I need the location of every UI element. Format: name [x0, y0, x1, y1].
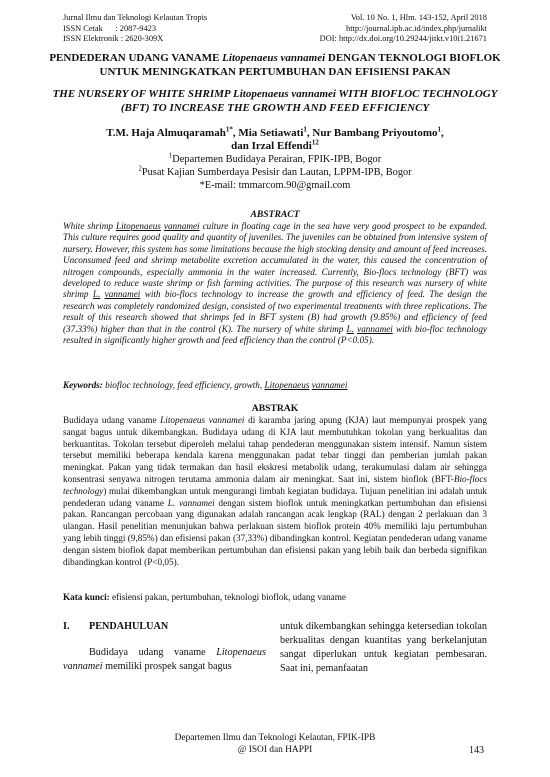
- left-column: [63, 620, 266, 674]
- right-column: untuk dikembangkan sehingga ketersedian tokolan berkualitas dengan kuantitas yang berkelanjutan sangat diperlukan untuk kegiatan pembesaran. Saat ini, pemanfaatan: [280, 621, 487, 674]
- journal-name: Jurnal Ilmu dan Teknologi Kelautan Tropis: [63, 13, 208, 22]
- corresponding-email[interactable]: *E-mail: tmmarcom.90@gmail.com: [199, 180, 351, 191]
- keywords-label: Keywords:: [63, 380, 103, 390]
- abstract-species-1a: Litopenaeus: [115, 221, 161, 231]
- abstract-species-3b: vannamei: [357, 323, 393, 334]
- abstrak-species-1: Litopenaeus vannamei: [160, 415, 245, 425]
- author-1: T.M. Haja Almuqaramah: [106, 127, 226, 139]
- abstract-s4: with bio-floc technology resulted in significantly higher growth and feed efficiency than the control (P<0.05).: [63, 323, 488, 346]
- intro-t1: Budidaya udang vaname: [89, 647, 217, 658]
- abstrak-heading: ABSTRAK: [251, 403, 299, 414]
- issn-electronic: ISSN Elektronik : 2620-309X: [63, 34, 164, 44]
- abstrak-t1: Budidaya udang vaname: [63, 415, 161, 425]
- affiliation-2-sup: 2: [138, 164, 142, 173]
- section-title: PENDAHULUAN: [89, 621, 169, 632]
- abstract-s3: with bio-flocs technology to increase the growth and efficiency of feed. The design the research was completely randomized design, consisted of two experimental treatments with three replications. The result of this research showed that shrimps fed in BFT system (B) had growth (9.85%) and efficiency of feed (37.33%) higher than that in the control (K). The nursery of white shrimp: [63, 289, 487, 334]
- affiliation-2: Pusat Kajian Sumberdaya Pesisir dan Lautan, LPPM-IPB, Bogor: [141, 167, 412, 178]
- abstrak-species-2: L. vannamei: [167, 497, 215, 508]
- page-footer: [63, 732, 487, 756]
- kata-kunci-label: Kata kunci:: [63, 592, 110, 602]
- abstract-heading: ABSTRACT: [250, 209, 300, 220]
- keywords-text: biofloc technology, feed efficiency, growth,: [102, 380, 265, 390]
- abstract-s1: White shrimp: [63, 221, 116, 231]
- issn-print: ISSN Cetak : 2087-9423: [63, 23, 157, 33]
- abstrak-body: [63, 415, 487, 568]
- title-id-part2: DENGAN TEKNOLOGI BIOFLOK UNTUK MENINGKATKAN PERTUMBUHAN DAN EFISIENSI PAKAN: [99, 52, 501, 78]
- intro-species-1: Litopenaeus: [216, 647, 266, 658]
- abstract-species-2a: L.: [92, 289, 101, 300]
- author-1-sup: 1*: [225, 125, 233, 134]
- intro-paragraph-start: [63, 646, 266, 674]
- keywords: [63, 380, 487, 391]
- author-4-sup: 12: [311, 138, 319, 147]
- keywords-species-1: Litopenaeus: [264, 380, 310, 390]
- kata-kunci-text: efisiensi pakan, pertumbuhan, teknologi bioflok, udang vaname: [109, 592, 346, 602]
- abstrak-t2: di karamba jaring apung (KJA) laut mempunyai prospek yang sangat bagus untuk dikembangkan. Budidaya udang di KJA laut membutuhkan tokolan yang berkualitas dan berkuantitas. Tokolan tersebut diperoleh melalui tahap pendederan menggunakan sistem intensif. Namun sistem tersebut memiliki beberapa kendala karena menggunakan padat tebar tinggi dan pemberian jumlah pakan meningkat. Pakan yang tidak termakan dan hasil ekskresi metabolik udang, terakumulasi dalam air sehingga konsentrasi senyawa nitrogen terutama ammonia dalam air meningkat. Saat ini, sistem bioflok (BFT-: [63, 415, 487, 484]
- abstract-s2: culture in floating cage in the sea have very good prospect to be expanded. This culture requires good quality and quantity of juveniles. The juveniles can be obtained from intensive system of nursery. However, this system has some limitations because the high stocking density and amount of feed increases. Unconsumed feed and shrimp metabolite excretion accumulated in the water, this caused the concentration of nitrogen compounds, especially ammonia in the water increased. Currently, Bio-flocs technology (BFT) was developed to reduce waste shrimp or fish farming activities. The purpose of this research was nursery of white shrimp: [63, 221, 488, 300]
- kata-kunci: [63, 592, 487, 602]
- author-2-sup: 1: [303, 125, 307, 134]
- author-3-sup: 1: [437, 125, 441, 134]
- page-number: 143: [469, 745, 484, 756]
- author-list: T.M. Haja Almuqaramah$^{1*}$, Mia Setiawati$^1$, Nur Bambang Priyoutomo$^1$, dan Irzal Effendi$^{12}$: [106, 125, 444, 152]
- affiliation-1: Departemen Budidaya Perairan, FPIK-IPB, Bogor: [172, 154, 382, 165]
- intro-species-2: vannamei: [63, 661, 103, 672]
- author-4: dan Irzal Effendi: [231, 140, 312, 152]
- section-number: I.: [63, 621, 70, 632]
- abstrak-t3: ) mulai dikembangkan untuk mengurangi limbah kegiatan budidaya. Tujuan penelitian ini adalah untuk pendederan udang vaname: [63, 485, 487, 508]
- doi-link[interactable]: DOI: http://dx.doi.org/10.29244/jitkt.v10i1.21671: [319, 34, 487, 44]
- abstract-species-1b: vannamei: [163, 221, 200, 231]
- affiliations: [40, 153, 510, 192]
- footer-publisher: @ ISOI dan HAPPI: [237, 745, 313, 755]
- footer-department: Departemen Ilmu dan Teknologi Kelautan, FPIK-IPB: [174, 733, 376, 743]
- section-heading: [63, 620, 266, 634]
- abstrak-t4: dengan sistem bioflok untuk meningkatkan pertumbuhan dan efisiensi pakan. Rancangan percobaan yang digunakan adalah rancangan acak lengkap (RAL) dengan 2 perlakuan dan 3 ulangan. Hasil penelitian menunjukan bahwa perlakuan sistem bioflok protein 40% memiliki laju pertumbuhan yang lebih tinggi (9,85%) dan efisiensi pakan (37,33%) dibandingkan kontrol. Kegiatan pendederan udang vaname dengan sistem bioflok dapat memberikan pertumbuhan dan efisiensi pakan yang lebih baik dan berbeda signifikan dibandingkan kontrol (P<0,05).: [63, 497, 487, 567]
- intro-t2: memiliki prospek sangat bagus: [102, 661, 232, 672]
- abstract-species-2b: vannamei: [104, 289, 141, 300]
- journal-header: [63, 13, 487, 45]
- journal-url[interactable]: http://journal.ipb.ac.id/index.php/jurnalikt: [346, 23, 487, 33]
- title-id-species: Litopenaeus vannamei: [222, 52, 326, 64]
- title-english: [40, 88, 510, 115]
- volume-info: Vol. 10 No. 1, Hlm. 143-152, April 2018: [350, 13, 487, 22]
- title-en-part1: THE NURSERY OF WHITE SHRIMP: [52, 88, 233, 100]
- title-id-part1: PENDEDERAN UDANG VANAME: [49, 52, 223, 64]
- title-en-part2: WITH BIOFLOC TECHNOLOGY (BFT) TO INCREASE THE GROWTH AND FEED EFFICIENCY: [120, 88, 498, 114]
- author-2: Mia Setiawati: [238, 127, 304, 139]
- abstract-body: [63, 221, 487, 346]
- abstract-species-3a: L.: [346, 323, 354, 334]
- abstrak-italic-bft: Bio-flocs technology: [63, 473, 487, 496]
- keywords-species-2: vannamei: [311, 380, 348, 390]
- title-indonesian: [40, 52, 510, 79]
- title-en-species: Litopenaeus vannamei: [233, 88, 336, 100]
- affiliation-1-sup: 1: [168, 151, 173, 160]
- author-3: Nur Bambang Priyoutomo: [312, 127, 438, 139]
